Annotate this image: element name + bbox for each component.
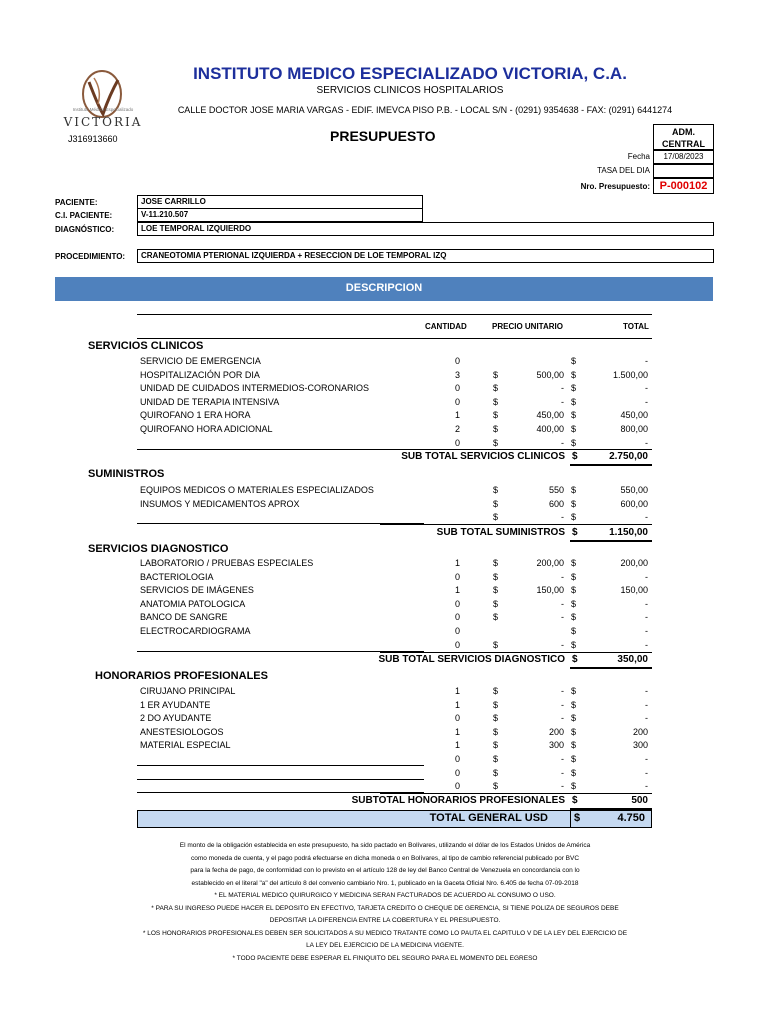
item-total: 200: [632, 726, 648, 737]
price-currency: $: [493, 396, 499, 407]
subtotal-rule: [380, 449, 652, 450]
price-currency: $: [493, 424, 499, 434]
item-price: 500,00: [536, 369, 564, 380]
total-currency: $: [571, 699, 577, 710]
item-qty: 0: [454, 767, 460, 778]
price-currency: $: [493, 767, 499, 778]
item-total: -: [645, 598, 648, 609]
item-total: 300: [632, 740, 648, 751]
item-total: -: [645, 396, 648, 407]
item-total: -: [645, 612, 648, 623]
total-currency: $: [571, 754, 577, 764]
item-price: -: [561, 437, 564, 448]
subtotal-currency: $: [572, 795, 578, 806]
item-price: -: [561, 639, 564, 650]
item-qty: 0: [454, 754, 460, 764]
item-price: -: [561, 781, 564, 792]
section-title: HONORARIOS PROFESIONALES: [95, 670, 268, 682]
table-row: [0, 768, 768, 781]
table-row: [0, 754, 768, 767]
total-currency: $: [571, 726, 577, 737]
item-qty: 0: [454, 713, 460, 724]
item-total: -: [645, 781, 648, 792]
item-price: -: [561, 598, 564, 609]
ci-label: C.I. PACIENTE:: [55, 211, 113, 220]
item-price: -: [561, 612, 564, 623]
item-qty: 1: [454, 686, 460, 696]
item-qty: 0: [454, 383, 460, 394]
subtotal-rule: [380, 652, 652, 653]
subtotal-currency: $: [572, 527, 578, 538]
item-price: 200,00: [536, 558, 564, 568]
item-price: -: [561, 383, 564, 394]
section-title: SERVICIOS CLINICOS: [88, 340, 204, 352]
subtotal-value: 2.750,00: [609, 451, 648, 462]
item-total: -: [645, 713, 648, 724]
total-currency: $: [571, 740, 577, 751]
price-currency: $: [493, 571, 499, 582]
col-total: TOTAL: [623, 322, 649, 331]
item-price: -: [561, 512, 564, 523]
item-qty: 0: [454, 437, 460, 448]
table-row: [0, 410, 768, 423]
total-currency: $: [571, 485, 577, 495]
total-currency: $: [571, 558, 577, 568]
item-name: ANATOMIA PATOLOGICA: [140, 598, 246, 609]
item-total: -: [645, 767, 648, 778]
item-qty: 3: [454, 369, 460, 380]
item-total: -: [645, 571, 648, 582]
item-name: ANESTESIOLOGOS: [140, 726, 224, 737]
item-name: SERVICIOS DE IMÁGENES: [140, 585, 254, 596]
subtotal-label: SUB TOTAL SUMINISTROS: [436, 527, 565, 538]
item-total: -: [645, 383, 648, 394]
item-total: -: [645, 437, 648, 448]
table-row: [0, 356, 768, 369]
note-line: DEPOSITAR LA DIFERENCIA ENTRE LA COBERTURA Y EL PRESUPUESTO.: [269, 917, 501, 924]
price-currency: $: [493, 639, 499, 650]
document-title: PRESUPUESTO: [330, 128, 436, 144]
header-top-rule: [137, 314, 652, 315]
item-total: 600,00: [620, 498, 648, 509]
paciente-label: PACIENTE:: [55, 198, 98, 207]
subtotal-rule: [380, 793, 652, 794]
item-qty: 1: [454, 726, 460, 737]
item-price: 400,00: [536, 424, 564, 434]
col-precio: PRECIO UNITARIO: [492, 322, 563, 331]
price-currency: $: [493, 585, 499, 596]
item-total: 200,00: [620, 558, 648, 568]
item-name: INSUMOS Y MEDICAMENTOS APROX: [140, 498, 300, 509]
subtotal-value: 500: [631, 795, 648, 806]
price-currency: $: [493, 369, 499, 380]
table-row: [0, 599, 768, 612]
item-qty: 0: [454, 781, 460, 792]
item-price: -: [561, 396, 564, 407]
item-price: 600: [548, 498, 564, 509]
subtotal-label: SUB TOTAL SERVICIOS DIAGNOSTICO: [378, 654, 565, 665]
header-bottom-rule: [137, 338, 652, 339]
total-currency: $: [571, 598, 577, 609]
item-total: -: [645, 699, 648, 710]
table-row: [0, 485, 768, 498]
item-price: -: [561, 767, 564, 778]
table-row: [0, 713, 768, 726]
price-currency: $: [493, 754, 499, 764]
notes-block: [130, 840, 640, 965]
tasa-label: TASA DEL DIA: [597, 166, 650, 175]
table-row: [0, 686, 768, 699]
item-qty: 0: [454, 396, 460, 407]
price-currency: $: [493, 383, 499, 394]
note-line: El monto de la obligación establecida en este presupuesto, ha sido pactado en Bolívares, utilizando el dólar de los Estados Unidos de América: [179, 842, 591, 849]
item-qty: 0: [454, 639, 460, 650]
item-total: 1.500,00: [612, 369, 648, 380]
item-name: UNIDAD DE TERAPIA INTENSIVA: [140, 396, 280, 407]
procedimiento-field: CRANEOTOMIA PTERIONAL IZQUIERDA + RESECCION DE LOE TEMPORAL IZQ: [137, 249, 714, 263]
price-currency: $: [493, 726, 499, 737]
company-address: CALLE DOCTOR JOSE MARIA VARGAS - EDIF. IMEVCA PISO P.B. - LOCAL S/N - (0291) 9354638 - FAX: (0291) 6441274: [177, 105, 673, 115]
subtotal-rule: [380, 524, 652, 525]
total-currency: $: [571, 396, 577, 407]
table-row: [0, 740, 768, 753]
item-qty: 0: [454, 626, 460, 636]
item-name: ELECTROCARDIOGRAMA: [140, 626, 251, 636]
item-price: -: [561, 686, 564, 696]
rif-number: J316913660: [68, 134, 118, 144]
blank-line: [137, 765, 424, 766]
item-name: 2 DO AYUDANTE: [140, 713, 212, 724]
total-currency: $: [574, 812, 581, 824]
item-qty: 0: [454, 598, 460, 609]
subtotal-currency: $: [572, 451, 578, 462]
item-name: CIRUJANO PRINCIPAL: [140, 686, 236, 696]
table-row: [0, 640, 768, 653]
price-currency: $: [493, 485, 499, 495]
note-line: * TODO PACIENTE DEBE ESPERAR EL FINIQUITO DEL SEGURO PARA EL MOMENTO DEL EGRESO: [232, 954, 538, 962]
item-name: 1 ER AYUDANTE: [140, 699, 211, 710]
item-total: 450,00: [620, 410, 648, 421]
subtotal-value: 350,00: [617, 654, 648, 665]
item-name: UNIDAD DE CUIDADOS INTERMEDIOS-CORONARIOS: [140, 383, 370, 394]
blank-line: [137, 779, 424, 780]
note-line: LA LEY DEL EJERCICIO DE LA MEDICINA VIGENTE.: [306, 942, 464, 949]
subtotal-underline: [570, 667, 652, 669]
total-currency: $: [571, 626, 577, 636]
price-currency: $: [493, 512, 499, 523]
subtotal-underline: [570, 464, 652, 466]
item-name: SERVICIO DE EMERGENCIA: [140, 356, 261, 366]
item-total: 550,00: [620, 485, 648, 495]
item-total: -: [645, 686, 648, 696]
item-qty: 1: [454, 585, 460, 596]
item-price: -: [561, 713, 564, 724]
table-row: [0, 626, 768, 639]
item-name: QUIROFANO HORA ADICIONAL: [140, 424, 273, 434]
logo-text: VICTORIA: [63, 115, 143, 129]
item-price: 450,00: [536, 410, 564, 421]
subtotal-value: 1.150,00: [609, 527, 648, 538]
total-currency: $: [571, 639, 577, 650]
item-qty: 2: [454, 424, 460, 434]
total-currency: $: [571, 356, 577, 366]
fecha-label: Fecha: [627, 152, 650, 161]
nro-label: Nro. Presupuesto:: [580, 182, 650, 191]
item-name: EQUIPOS MEDICOS O MATERIALES ESPECIALIZADOS: [140, 485, 374, 495]
table-row: [0, 558, 768, 571]
note-line: * EL MATERIAL MEDICO QUIRURGICO Y MEDICINA SERAN FACTURADOS DE ACUERDO AL CONSUMO O USO.: [214, 892, 556, 899]
item-price: 150,00: [536, 585, 564, 596]
item-total: -: [645, 639, 648, 650]
price-currency: $: [493, 410, 499, 421]
total-currency: $: [571, 571, 577, 582]
total-currency: $: [571, 369, 577, 380]
item-price: -: [561, 754, 564, 764]
total-value: 4.750: [617, 812, 645, 824]
ci-field: V-11.210.507: [137, 208, 423, 222]
total-currency: $: [571, 498, 577, 509]
description-banner: DESCRIPCION: [55, 277, 713, 301]
item-name: BANCO DE SANGRE: [140, 612, 228, 623]
total-currency: $: [571, 410, 577, 421]
price-currency: $: [493, 558, 499, 568]
note-line: * PARA SU INGRESO PUEDE HACER EL DEPOSITO EN EFECTIVO, TARJETA CREDITO O CHEQUE DE GERENCIA, SI TIENE POLIZA DE SEGUROS DEBE: [151, 904, 619, 912]
total-currency: $: [571, 383, 577, 394]
procedimiento-label: PROCEDIMIENTO:: [55, 252, 126, 261]
table-row: [0, 727, 768, 740]
fecha-value: 17/08/2023: [653, 150, 714, 164]
item-total: -: [645, 512, 648, 523]
item-qty: 0: [454, 571, 460, 582]
total-currency: $: [571, 437, 577, 448]
subtotal-currency: $: [572, 654, 578, 665]
table-row: [0, 383, 768, 396]
item-price: 300: [548, 740, 564, 751]
total-currency: $: [571, 713, 577, 724]
office-box: ADM. CENTRAL: [653, 124, 714, 150]
total-currency: $: [571, 686, 577, 696]
price-currency: $: [493, 612, 499, 623]
item-name: BACTERIOLOGIA: [140, 571, 214, 582]
item-total: -: [645, 754, 648, 764]
section-title: SUMINISTROS: [88, 468, 165, 480]
item-qty: 0: [454, 612, 460, 623]
table-row: [0, 700, 768, 713]
company-subtitle: SERVICIOS CLINICOS HOSPITALARIOS: [316, 85, 504, 96]
price-currency: $: [493, 699, 499, 710]
total-currency: $: [571, 424, 577, 434]
price-currency: $: [493, 740, 499, 751]
price-currency: $: [493, 498, 499, 509]
table-row: [0, 612, 768, 625]
item-qty: 1: [454, 740, 460, 751]
item-price: 200: [548, 726, 564, 737]
table-row: [0, 499, 768, 512]
total-currency: $: [571, 585, 577, 596]
company-title: INSTITUTO MEDICO ESPECIALIZADO VICTORIA, C.A.: [193, 64, 627, 83]
total-general-bar: [137, 810, 652, 828]
note-line: establecido en el literal "a" del artículo 8 del convenio cambiario Nro. 1, publicado en la Gaceta Oficial Nro. 6.405 de fecha 07-09-2018: [191, 879, 579, 887]
total-currency: $: [571, 781, 577, 792]
item-name: LABORATORIO / PRUEBAS ESPECIALES: [140, 558, 314, 568]
item-total: 800,00: [620, 424, 648, 434]
subtotal-underline: [570, 540, 652, 542]
note-line: para la fecha de pago, de conformidad con lo previsto en el artículo 128 de ley del Banco Central de Venezuela en concordancia con lo: [190, 867, 580, 874]
price-currency: $: [493, 713, 499, 724]
logo-tagline: Instituto Médico Especializado: [72, 107, 134, 112]
total-label: TOTAL GENERAL USD: [429, 812, 548, 824]
diagnostico-field: LOE TEMPORAL IZQUIERDO: [137, 222, 714, 236]
item-price: -: [561, 571, 564, 582]
table-row: [0, 585, 768, 598]
item-qty: 0: [454, 356, 460, 366]
tasa-value: [653, 164, 714, 178]
item-qty: 1: [454, 699, 460, 710]
item-qty: 1: [454, 558, 460, 568]
nro-value: P-000102: [653, 178, 714, 194]
table-row: [0, 424, 768, 437]
note-line: como moneda de cuenta, y el pago podrá efectuarse en dicha moneda o en Bolívares, al tipo de cambio referencial publicado por BVC: [190, 854, 580, 862]
item-name: QUIROFANO 1 ERA HORA: [140, 410, 251, 421]
item-qty: 1: [454, 410, 460, 421]
total-currency: $: [571, 512, 577, 523]
subtotal-label: SUBTOTAL HONORARIOS PROFESIONALES: [351, 795, 565, 806]
total-currency: $: [571, 612, 577, 623]
note-line: * LOS HONORARIOS PROFESIONALES DEBEN SER SOLICITADOS A SU MEDICO TRATANTE COMO LO PAUTA EL CAPITULO V DE LA LEY DEL EJERCICIO DE: [142, 929, 628, 937]
item-name: HOSPITALIZACIÓN POR DIA: [140, 369, 260, 380]
diagnostico-label: DIAGNÓSTICO:: [55, 225, 115, 234]
item-price: 550: [548, 485, 564, 495]
subtotal-label: SUB TOTAL SERVICIOS CLINICOS: [401, 451, 565, 462]
total-currency: $: [571, 767, 577, 778]
item-price: -: [561, 699, 564, 710]
item-total: 150,00: [620, 585, 648, 596]
item-total: -: [645, 626, 648, 636]
price-currency: $: [493, 437, 499, 448]
table-row: [0, 572, 768, 585]
table-row: [0, 397, 768, 410]
item-name: MATERIAL ESPECIAL: [140, 740, 231, 751]
paciente-field: JOSE CARRILLO: [137, 195, 423, 209]
section-title: SERVICIOS DIAGNOSTICO: [88, 543, 229, 555]
price-currency: $: [493, 598, 499, 609]
col-cantidad: CANTIDAD: [425, 322, 467, 331]
price-currency: $: [493, 686, 499, 696]
table-row: [0, 370, 768, 383]
price-currency: $: [493, 781, 499, 792]
total-divider: [570, 811, 571, 827]
item-total: -: [645, 356, 648, 366]
